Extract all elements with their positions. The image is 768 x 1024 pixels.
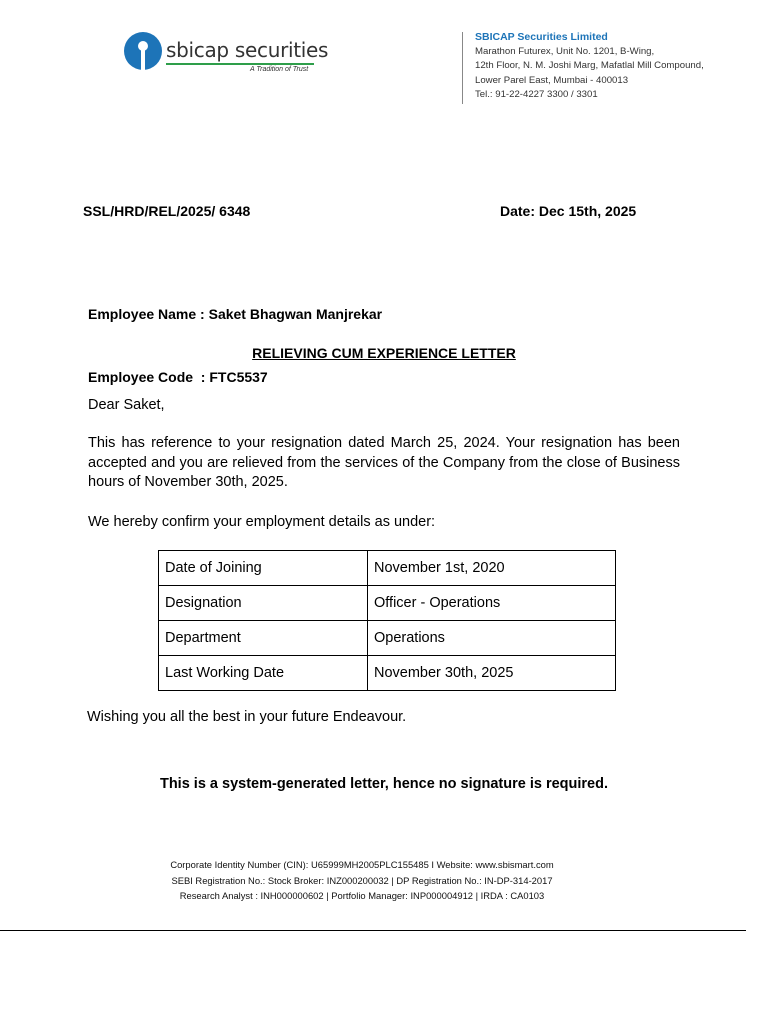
body-paragraph: This has reference to your resignation dated March 25, 2024. Your resignation has been accepted and you are relieved from the services of the Company from the close of Business hours of November 30th, 2025. [88, 435, 680, 490]
greeting: Dear Saket, [88, 397, 165, 413]
address-divider [462, 32, 463, 104]
detail-label: Date of Joining [159, 551, 368, 586]
employee-name: Employee Name : Saket Bhagwan Manjrekar [88, 306, 383, 322]
footer-line-3: Research Analyst : INH000000602 | Portfolio Manager: INP000004912 | IRDA : CA0103 [179, 890, 545, 901]
logo-wordmark: sbicap securities [166, 38, 329, 62]
employee-info [88, 262, 382, 409]
detail-label: Department [159, 621, 368, 656]
table-row [159, 551, 616, 586]
employment-details-table [158, 550, 616, 691]
company-name: SBICAP Securities Limited [475, 31, 608, 43]
footer-line-2: SEBI Registration No.: Stock Broker: INZ000200032 | DP Registration No.: IN-DP-314-2017 [171, 874, 553, 886]
address-line-1: Marathon Futurex, Unit No. 1201, B-Wing, [475, 45, 655, 57]
footer-registration-info [0, 857, 724, 904]
system-generated-note: This is a system-generated letter, hence no signature is required. [159, 776, 609, 792]
detail-value: Operations [368, 621, 616, 656]
letter-title: RELIEVING CUM EXPERIENCE LETTER [252, 345, 516, 361]
reference-number: SSL/HRD/REL/2025/ 6348 [83, 203, 251, 219]
table-row [159, 621, 616, 656]
table-row [159, 656, 616, 691]
company-address [475, 30, 704, 103]
company-logo [118, 22, 328, 108]
detail-value: Officer - Operations [368, 586, 616, 621]
keyhole-logo-icon [124, 32, 162, 70]
letter-date: Date: Dec 15th, 2025 [500, 203, 637, 219]
company-phone: Tel.: 91-22-4227 3300 / 3301 [475, 89, 598, 100]
logo-tagline: A Tradition of Trust [250, 66, 309, 73]
detail-value: November 1st, 2020 [368, 551, 616, 586]
detail-label: Designation [159, 586, 368, 621]
address-line-2: 12th Floor, N. M. Joshi Marg, Mafatlal Mill Compound, [475, 60, 704, 71]
closing-line: Wishing you all the best in your future Endeavour. [87, 709, 407, 725]
detail-value: November 30th, 2025 [368, 656, 616, 691]
confirm-paragraph: We hereby confirm your employment details as under: [88, 514, 436, 530]
table-row [159, 586, 616, 621]
employee-code: Employee Code : FTC5537 [88, 369, 268, 385]
footer-line-1: Corporate Identity Number (CIN): U65999MH2005PLC155485 I Website: www.sbismart.com [170, 859, 554, 870]
detail-label: Last Working Date [159, 656, 368, 691]
address-line-3: Lower Parel East, Mumbai - 400013 [475, 74, 629, 86]
logo-underline [166, 63, 314, 65]
footer-rule [0, 930, 746, 931]
